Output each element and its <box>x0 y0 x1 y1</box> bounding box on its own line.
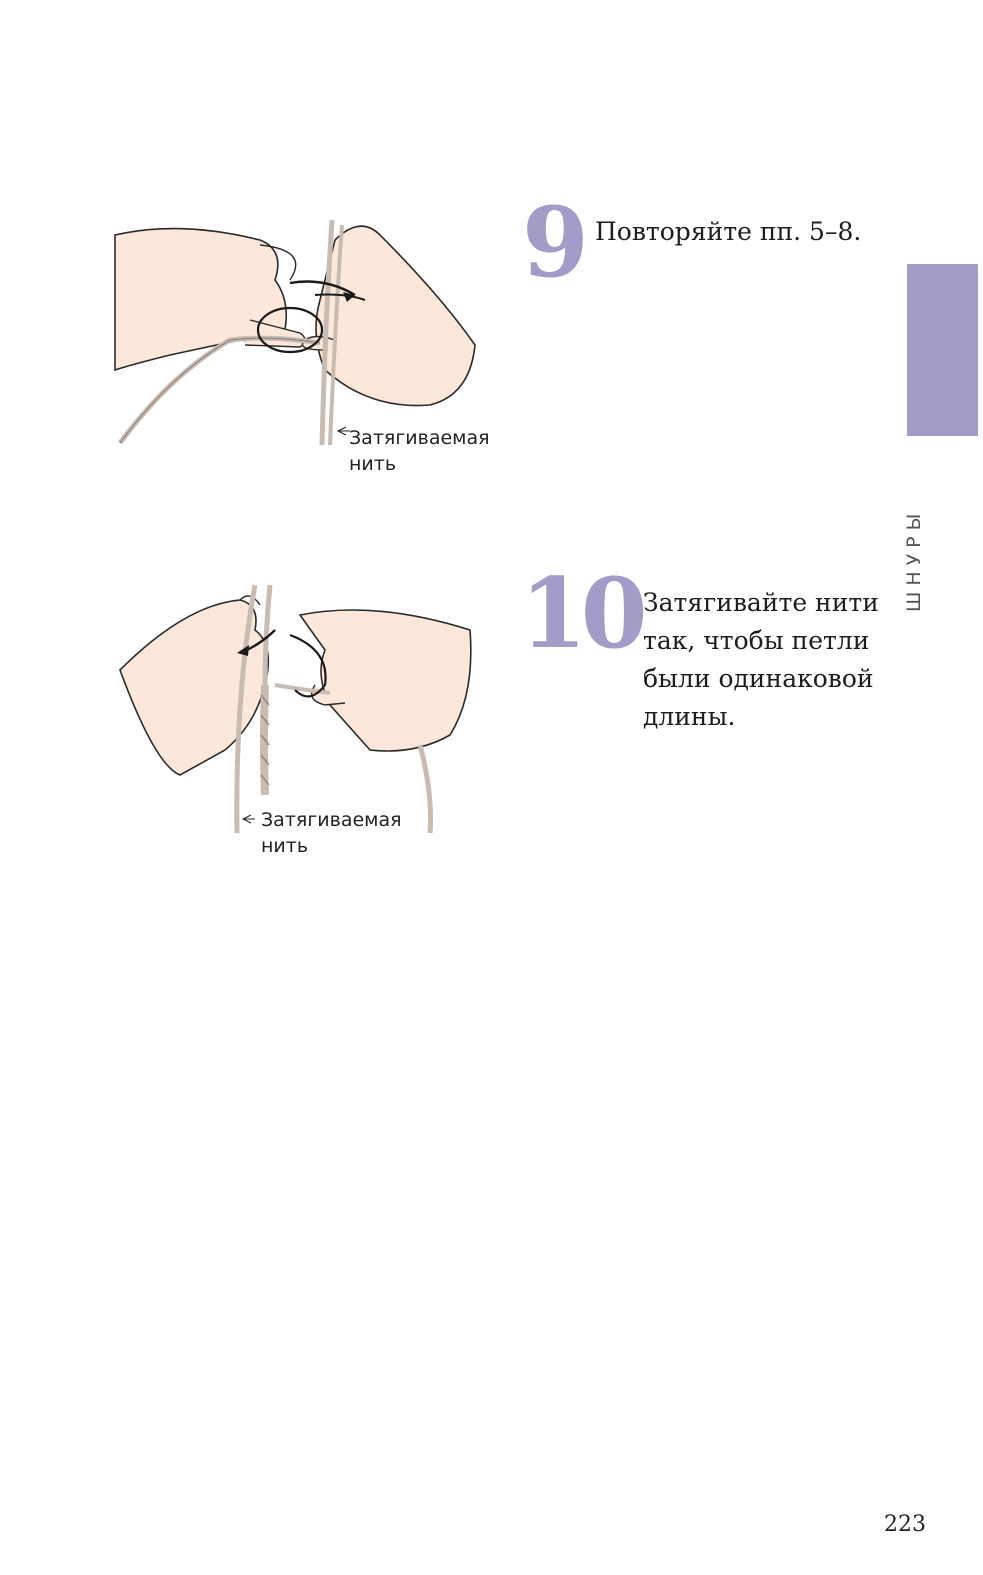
step-10-text-line-2: так, чтобы петли <box>643 626 870 655</box>
step-10-text-line-1: Затягивайте нити <box>643 588 879 617</box>
step-9-illustration <box>110 205 500 450</box>
step-9-text <box>595 213 861 251</box>
callout-line-2: нить <box>261 835 309 857</box>
step-9-number: 9 <box>522 186 583 299</box>
step-10-illustration <box>115 575 485 840</box>
step-10-text-line-4: длины. <box>643 702 736 731</box>
step-10-text-line-3: были одинаковой <box>643 664 874 693</box>
hands-cord-illustration-10 <box>115 575 485 840</box>
section-color-tab <box>907 264 978 436</box>
section-title: ШНУРЫ <box>903 507 925 612</box>
hands-cord-illustration-9 <box>110 205 500 450</box>
step-10-callout <box>261 807 402 859</box>
callout-line-2: нить <box>349 453 397 475</box>
step-10-text <box>643 584 879 736</box>
callout-line-1: Затягиваемая <box>349 427 490 449</box>
step-9-callout <box>349 425 490 477</box>
step-10-number: 10 <box>520 557 642 670</box>
step-9-text-line: Повторяйте пп. 5–8. <box>595 217 862 246</box>
page-number: 223 <box>884 1512 926 1537</box>
callout-line-1: Затягиваемая <box>261 809 402 831</box>
